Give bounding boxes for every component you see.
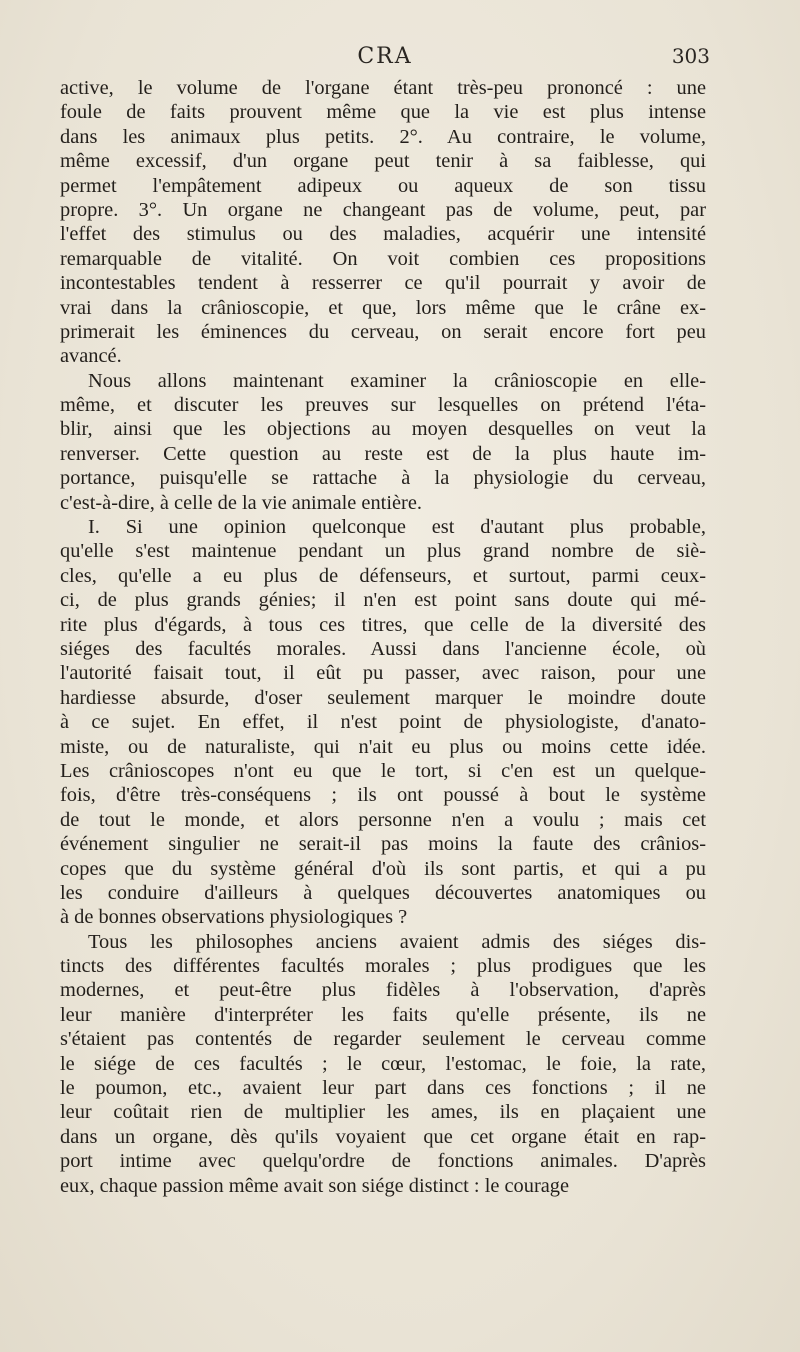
- text-line: à de bonnes observations physiologiques ?: [60, 906, 408, 929]
- text-line: c'est-à-dire, à celle de la vie animale entière.: [60, 491, 422, 514]
- text-line: blir, ainsi que les objections au moyen desquelles on veut la: [60, 418, 706, 441]
- paragraph: [60, 515, 706, 930]
- text-line: active, le volume de l'organe étant très-peu prononcé : une: [60, 77, 706, 99]
- text-line: l'autorité faisait tout, il eût pu passer, avec raison, pour une: [60, 662, 706, 685]
- body-text: [60, 76, 706, 1198]
- text-line: vrai dans la crânioscopie, et que, lors même que le crâne ex-: [60, 296, 706, 319]
- text-line: à ce sujet. En effet, il n'est point de physiologiste, d'anato-: [60, 711, 706, 734]
- paragraph: [60, 76, 706, 369]
- text-line: dans les animaux plus petits. 2°. Au contraire, le volume,: [60, 125, 706, 148]
- text-line: le poumon, etc., avaient leur part dans ces fonctions ; il ne: [60, 1077, 706, 1100]
- text-line: I. Si une opinion quelconque est d'autant plus probable,: [88, 516, 706, 539]
- text-line: même, et discuter les preuves sur lesquelles on prétend l'éta-: [60, 394, 706, 417]
- text-line: permet l'empâtement adipeux ou aqueux de son tissu: [60, 174, 706, 197]
- text-line: cles, qu'elle a eu plus de défenseurs, et surtout, parmi ceux-: [60, 564, 706, 587]
- text-line: port intime avec quelqu'ordre de fonctions animales. D'après: [60, 1150, 706, 1173]
- text-line: ci, de plus grands génies; il n'en est point sans doute qui mé-: [60, 589, 706, 612]
- text-line: leur manière d'interpréter les faits qu'elle présente, ils ne: [60, 1003, 706, 1026]
- text-line: propre. 3°. Un organe ne changeant pas de volume, peut, par: [60, 198, 706, 221]
- running-head: [60, 44, 710, 74]
- text-line: foule de faits prouvent même que la vie est plus intense: [60, 101, 706, 124]
- text-line: renverser. Cette question au reste est de la plus haute im-: [60, 442, 706, 465]
- paragraph: [60, 369, 706, 515]
- text-line: miste, ou de naturaliste, qui n'ait eu plus ou moins cette idée.: [60, 735, 706, 758]
- text-line: Nous allons maintenant examiner la crânioscopie en elle-: [88, 369, 706, 392]
- text-line: même excessif, d'un organe peut tenir à sa faiblesse, qui: [60, 150, 706, 173]
- running-title: CRA: [357, 44, 413, 69]
- text-line: s'étaient pas contentés de regarder seulement le cerveau comme: [60, 1028, 706, 1051]
- text-line: dans un organe, dès qu'ils voyaient que cet organe était en rap-: [60, 1125, 706, 1148]
- text-line: Les crânioscopes n'ont eu que le tort, si c'en est un quelque-: [60, 759, 706, 782]
- text-line: de tout le monde, et alors personne n'en a voulu ; mais cet: [60, 808, 706, 831]
- text-line: l'effet des stimulus ou des maladies, acquérir une intensité: [60, 223, 706, 246]
- text-line: siéges des facultés morales. Aussi dans l'ancienne école, où: [60, 637, 706, 660]
- text-line: leur coûtait rien de multiplier les ames, ils en plaçaient une: [60, 1101, 706, 1124]
- page-number: 303: [671, 44, 710, 68]
- text-line: le siége de ces facultés ; le cœur, l'estomac, le foie, la rate,: [60, 1052, 706, 1075]
- text-line: tincts des différentes facultés morales ; plus prodigues que les: [60, 955, 706, 978]
- paragraph: [60, 930, 706, 1198]
- text-line: les conduire d'ailleurs à quelques découvertes anatomiques ou: [60, 881, 706, 904]
- text-line: eux, chaque passion même avait son siége distinct : le courage: [60, 1174, 570, 1197]
- text-line: incontestables tendent à resserrer ce qu'il pourrait y avoir de: [60, 272, 706, 295]
- text-line: événement singulier ne serait-il pas moins la faute des crânios-: [60, 833, 706, 856]
- text-line: modernes, et peut-être plus fidèles à l'observation, d'après: [60, 979, 706, 1002]
- text-line: portance, puisqu'elle se rattache à la physiologie du cerveau,: [60, 467, 706, 490]
- text-line: remarquable de vitalité. On voit combien ces propositions: [60, 247, 706, 270]
- text-line: fois, d'être très-conséquens ; ils ont poussé à bout le système: [60, 784, 706, 807]
- text-line: hardiesse absurde, d'oser seulement marquer le moindre doute: [60, 686, 706, 709]
- text-line: avancé.: [60, 345, 122, 368]
- text-line: qu'elle s'est maintenue pendant un plus grand nombre de siè-: [60, 540, 706, 563]
- text-line: primerait les éminences du cerveau, on serait encore fort peu: [60, 320, 706, 343]
- text-line: copes que du système général d'où ils sont partis, et qui a pu: [60, 857, 706, 880]
- text-line: rite plus d'égards, à tous ces titres, que celle de la diversité des: [60, 613, 706, 636]
- text-line: Tous les philosophes anciens avaient admis des siéges dis-: [88, 930, 706, 953]
